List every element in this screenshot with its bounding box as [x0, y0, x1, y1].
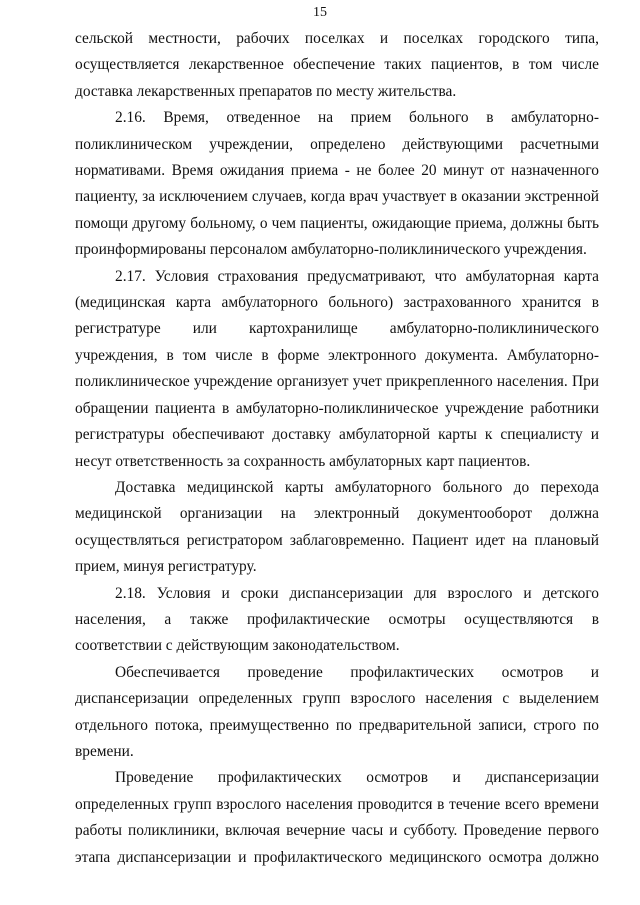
paragraph-continuation: сельской местности, рабочих поселках и поселках городского типа, осуществляется лекарственное обеспечение таких пациентов, в том числе доставка лекарственных препаратов по месту жительства.: [75, 30, 599, 100]
paragraph-2-17: 2.17. Условия страхования предусматривают, что амбулаторная карта (медицинская карта амбулаторного больного) застрахованного хранится в регистратуре или картохранилище амбулаторно-поликлинического учреждения, в том числе в форме электронного документа. Амбулаторно-поликлиническое учреждение организует учет прикрепленного населения. При обращении пациента в амбулаторно-поликлиническое учреждение работники регистратуры обеспечивают доставку амбулаторной карты к специалисту и несут ответственность за сохранность амбулаторных карт пациентов.: [75, 267, 599, 470]
paragraph-dispensary-schedule: Проведение профилактических осмотров и диспансеризации определенных групп взрослого населения проводится в течение всего времени работы поликлиники, включая вечерние часы и субботу. Проведение первого этапа диспансеризации и профилактического медицинского осмотра должно: [75, 769, 599, 866]
paragraph-2-18: 2.18. Условия и сроки диспансеризации для взрослого и детского населения, а также профилактические осмотры осуществляются в соответствии с действующим законодательством.: [75, 584, 599, 655]
document-body: [75, 26, 599, 871]
paragraph-preventive-exams: Обеспечивается проведение профилактических осмотров и диспансеризации определенных групп взрослого населения с выделением отдельного потока, преимущественно по предварительной записи, строго по времени.: [75, 663, 599, 760]
page-number: 15: [313, 5, 327, 20]
paragraph-2-16: 2.16. Время, отведенное на прием больного в амбулаторно-поликлиническом учреждении, определено действующими расчетными нормативами. Время ожидания приема - не более 20 минут от назначенного пациенту, за исключением случаев, когда врач участвует в оказании экстренной помощи другому больному, о чем пациенты, ожидающие приема, должны быть проинформированы персоналом амбулаторно-поликлинического учреждения.: [75, 109, 599, 259]
paragraph-medical-card-delivery: Доставка медицинской карты амбулаторного больного до перехода медицинской организации на электронный документооборот должна осуществляться регистратором заблаговременно. Пациент идет на плановый прием, минуя регистратуру.: [75, 478, 599, 576]
